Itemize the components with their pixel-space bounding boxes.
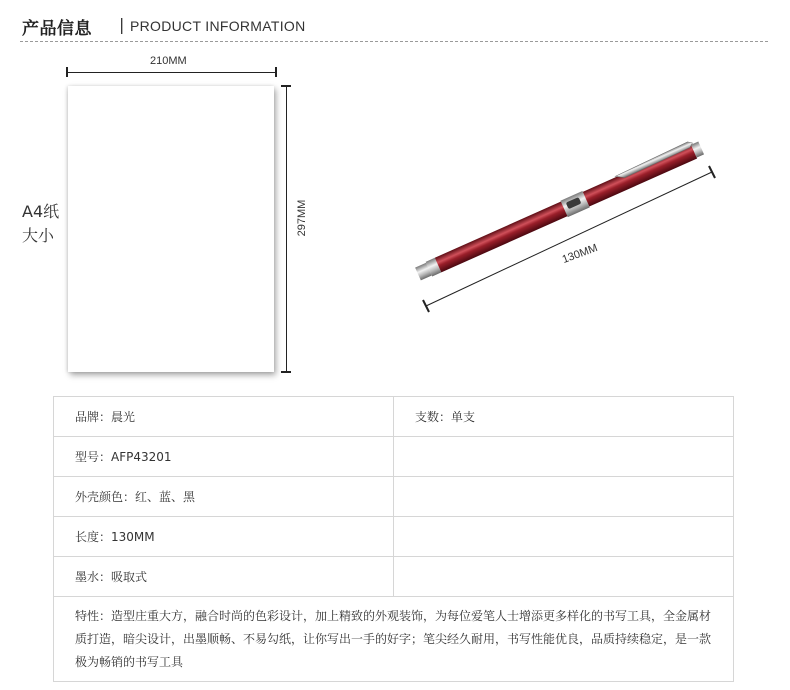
pen-barrel: [435, 201, 569, 273]
spec-shell-colors: 外壳颜色：红、蓝、黑: [54, 477, 394, 517]
table-row: [54, 477, 734, 517]
spec-empty-cell: [394, 517, 734, 557]
table-row: [54, 437, 734, 477]
table-row: [54, 517, 734, 557]
pen-length-label: 130MM: [560, 242, 600, 266]
paper-width-label: 210MM: [150, 55, 187, 67]
spec-quantity: 支数：单支: [394, 397, 734, 437]
table-row: [54, 597, 734, 682]
spec-table: [53, 396, 734, 682]
a4-caption-line1: A4纸: [22, 202, 60, 221]
a4-caption-line2: 大小: [22, 226, 55, 245]
spec-empty-cell: [394, 557, 734, 597]
table-row: [54, 397, 734, 437]
table-row: [54, 557, 734, 597]
title-separator: |: [119, 15, 125, 34]
pen-cap: [583, 144, 697, 207]
spec-brand: 品牌：晨光: [54, 397, 394, 437]
pen-length-cap-left: [423, 300, 429, 312]
spec-length: 长度：130MM: [54, 517, 394, 557]
spec-empty-cell: [394, 437, 734, 477]
section-title-en: PRODUCT INFORMATION: [130, 18, 306, 34]
spec-ink: 墨水：吸取式: [54, 557, 394, 597]
spec-model: 型号：AFP43201: [54, 437, 394, 477]
pen-body-group: [413, 138, 704, 282]
spec-empty-cell: [394, 477, 734, 517]
paper-height-label: 297MM: [296, 199, 308, 237]
spec-features: 特性：造型庄重大方，融合时尚的色彩设计，加上精致的外观装饰，为每位爱笔人士增添更多样化的书写工具，全金属材质打造，暗尖设计，出墨顺畅、不易勾纸，让你写出一手的好字；笔尖经久耐用，书写性能优良，品质持续稳定，是一款极为畅销的书写工具: [54, 597, 734, 682]
pen-length-dimension-line: [426, 172, 712, 306]
section-title-cn: 产品信息: [22, 19, 92, 39]
pen-length-cap-right: [709, 166, 715, 178]
